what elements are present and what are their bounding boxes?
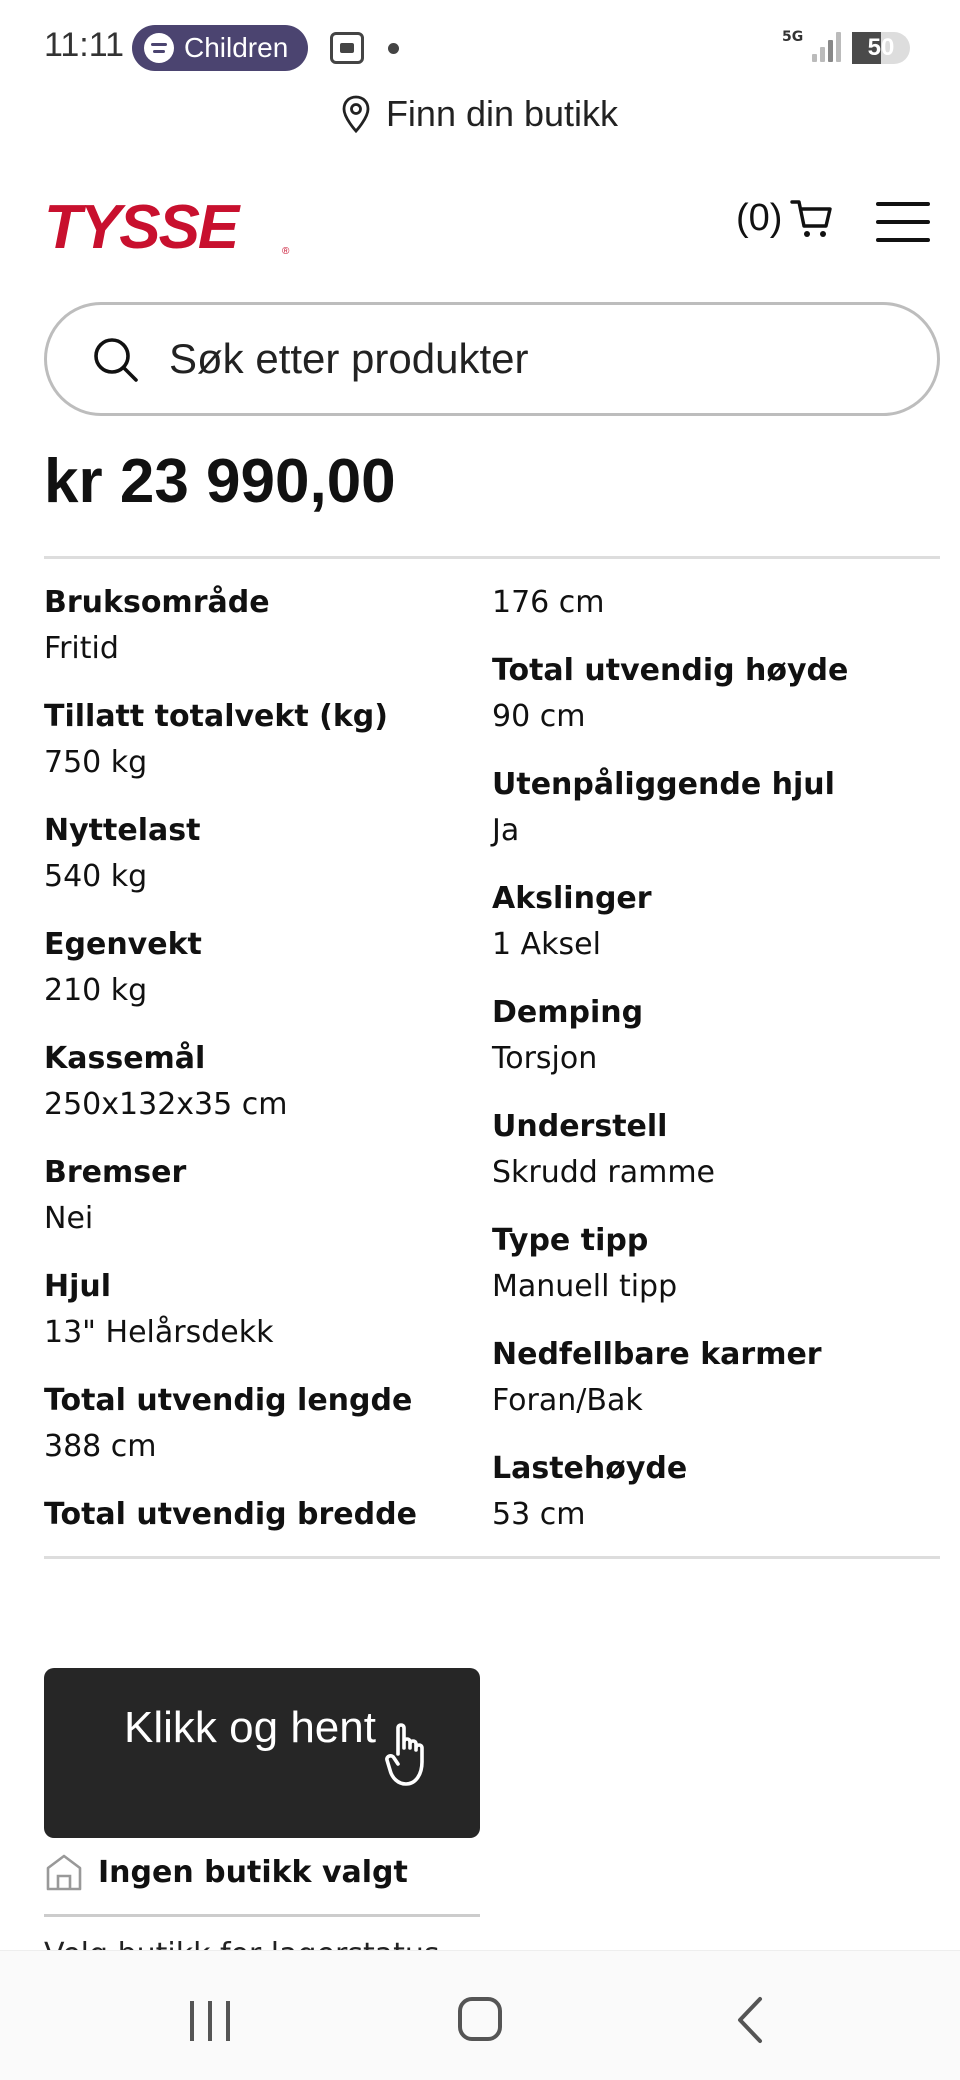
store-finder-link[interactable] <box>0 86 960 142</box>
store-icon <box>44 1852 84 1892</box>
svg-text:TYSSE: TYSSE <box>44 193 238 262</box>
spec-label: Demping <box>492 995 644 1030</box>
spec-label: Type tipp <box>492 1223 649 1258</box>
store-finder-label: Finn din butikk <box>385 93 619 134</box>
spec-label: Total utvendig lengde <box>44 1383 413 1418</box>
search-icon <box>91 335 139 383</box>
location-pin-icon <box>342 95 370 133</box>
divider <box>44 1556 940 1559</box>
spec-label: Tillatt totalvekt (kg) <box>44 699 388 734</box>
media-pill[interactable] <box>132 25 308 71</box>
hand-pointer-icon <box>384 1718 432 1790</box>
spec-label: Understell <box>492 1109 668 1144</box>
spec-value: 13" Helårsdekk <box>44 1315 274 1350</box>
spec-value: 388 cm <box>44 1429 157 1464</box>
spec-value: 250x132x35 cm <box>44 1087 288 1122</box>
shopping-cart-icon <box>790 196 834 240</box>
network-label: 5G <box>782 29 804 45</box>
spec-label: Hjul <box>44 1269 112 1304</box>
store-status[interactable] <box>44 1852 408 1892</box>
battery-level: 50 <box>867 34 895 61</box>
spec-label: Bremser <box>44 1155 187 1190</box>
back-icon[interactable] <box>730 1995 770 2045</box>
recent-apps-icon[interactable] <box>190 2001 232 2041</box>
spec-value: Ja <box>492 813 520 848</box>
spec-value: 1 Aksel <box>492 927 601 962</box>
spec-value: Manuell tipp <box>492 1269 678 1304</box>
spec-value: 750 kg <box>44 745 148 780</box>
spec-label: Egenvekt <box>44 927 202 962</box>
battery-icon <box>852 32 910 64</box>
svg-text:®: ® <box>282 246 290 257</box>
tysse-logo[interactable] <box>44 193 294 262</box>
spec-value: 210 kg <box>44 973 148 1008</box>
spec-label: Akslinger <box>492 881 652 916</box>
click-and-collect-label: Klikk og hent <box>124 1703 376 1752</box>
spec-label: Lastehøyde <box>492 1451 688 1486</box>
spec-label: Kassemål <box>44 1041 206 1076</box>
search-input[interactable] <box>169 335 869 383</box>
store-status-label: Ingen butikk valgt <box>98 1854 408 1890</box>
cart-button[interactable] <box>736 196 834 240</box>
spec-value: Fritid <box>44 631 119 666</box>
spec-value: 176 cm <box>492 585 605 620</box>
search-box[interactable] <box>44 302 940 416</box>
hamburger-menu-icon[interactable] <box>876 200 930 244</box>
product-price: kr 23 990,00 <box>44 447 396 516</box>
screenshot-icon <box>330 32 364 64</box>
divider <box>44 1914 480 1917</box>
status-time: 11:11 <box>44 26 125 64</box>
click-and-collect-button[interactable] <box>44 1668 480 1838</box>
spec-label: Total utvendig bredde <box>44 1497 417 1532</box>
divider <box>44 556 940 559</box>
signal-icon <box>812 32 844 62</box>
spec-value: 90 cm <box>492 699 586 734</box>
spec-label: Nyttelast <box>44 813 201 848</box>
spec-value: 53 cm <box>492 1497 586 1532</box>
spec-value: Foran/Bak <box>492 1383 643 1418</box>
notification-dot-icon <box>388 43 399 54</box>
spec-label: Bruksområde <box>44 585 270 620</box>
media-label: Children <box>184 32 289 63</box>
spec-value: 540 kg <box>44 859 148 894</box>
spec-value: Torsjon <box>492 1041 598 1076</box>
spec-value: Nei <box>44 1201 94 1236</box>
specs-right-column <box>492 580 932 1560</box>
spotify-icon <box>144 33 174 63</box>
spec-label: Total utvendig høyde <box>492 653 849 688</box>
status-bar <box>0 0 960 96</box>
home-icon[interactable] <box>458 1997 502 2041</box>
cart-count: (0) <box>736 196 783 239</box>
spec-value: Skrudd ramme <box>492 1155 716 1190</box>
system-nav-bar <box>0 1950 960 2080</box>
spec-label: Utenpåliggende hjul <box>492 767 835 802</box>
specs-left-column <box>44 580 484 1538</box>
spec-label: Nedfellbare karmer <box>492 1337 822 1372</box>
